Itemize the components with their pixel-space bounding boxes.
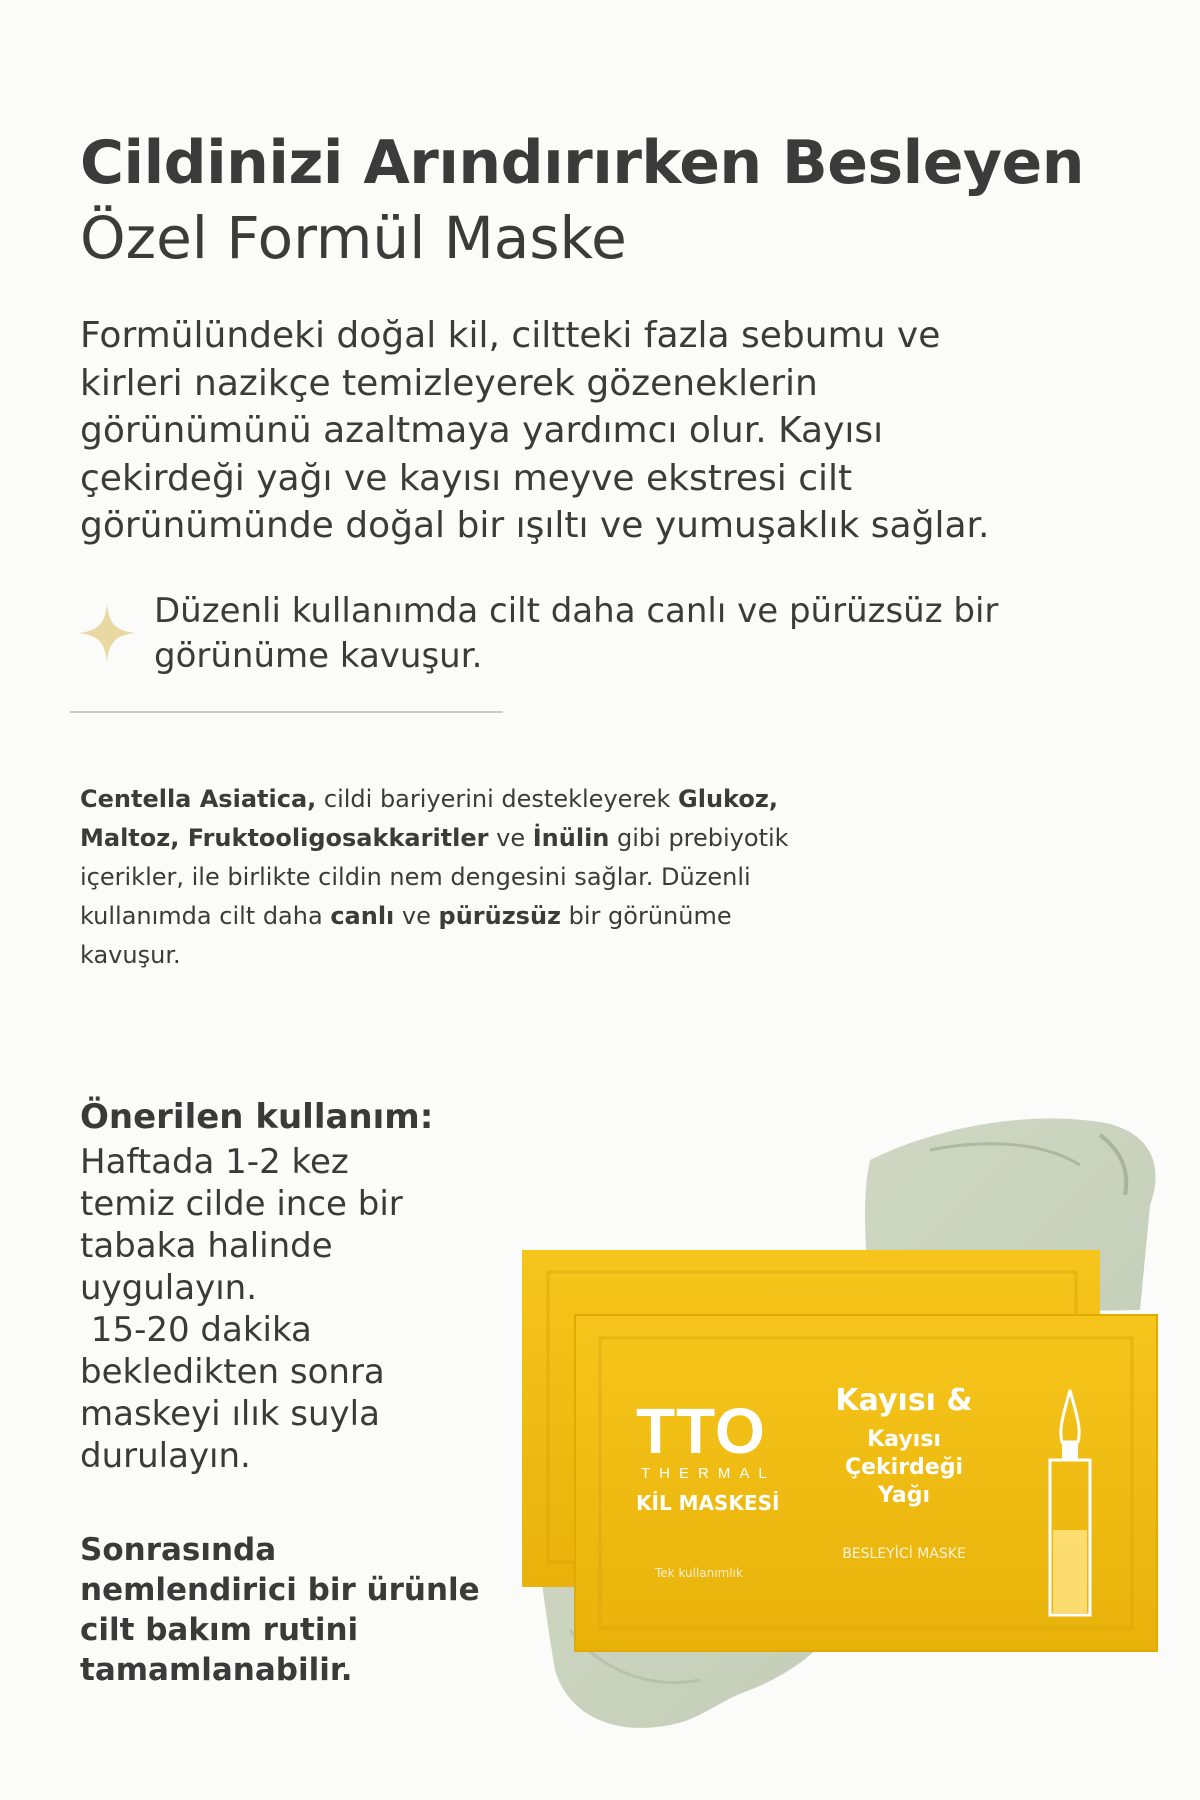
intro-line: kirleri nazikçe temizleyerek gözeneklerin [80, 362, 818, 404]
divider [70, 711, 503, 713]
product-image [500, 1110, 1200, 1770]
ingredients-line [80, 819, 960, 858]
aftercare-note [80, 1530, 540, 1690]
ingredients-text: kullanımda cilt daha [80, 902, 331, 930]
ingredient-name: Centella Asiatica, [80, 785, 317, 813]
ingredients-text: ve [488, 824, 533, 852]
highlight-text [154, 589, 1074, 679]
usage-line: maskeyi ılık suyla [80, 1394, 380, 1434]
usage-line: tabaka halinde [80, 1226, 333, 1266]
ingredients-line: kavuşur. [80, 941, 181, 969]
product-name-2: Kayısı [867, 1427, 941, 1452]
product-name-3: Çekirdeği [844, 1455, 964, 1480]
product-tagline: BESLEYİCİ MASKE [842, 1546, 966, 1562]
intro-paragraph [80, 312, 1140, 550]
page-subtitle: Özel Formül Maske [80, 204, 627, 272]
single-use: Tek kullanımlık [655, 1566, 743, 1580]
usage-line: bekledikten sonra [80, 1352, 385, 1392]
intro-line: görünümünde doğal bir ışıltı ve yumuşaklık sağlar. [80, 505, 990, 546]
usage-line: temiz cilde ince bir [80, 1184, 403, 1224]
usage-instructions [80, 1141, 520, 1477]
aftercare-line: tamamlanabilir. [80, 1652, 353, 1688]
product-name-1: Kayısı & [835, 1383, 973, 1418]
ingredients-line [80, 897, 960, 936]
ingredient-name: Glukoz, [678, 785, 778, 813]
product-name-4: Yağı [877, 1483, 931, 1508]
intro-line: görünümünü azaltmaya yardımcı olur. Kayısı [80, 410, 884, 451]
usage-line: uygulayın. [80, 1268, 258, 1308]
page-title: Cildinizi Arındırırken Besleyen [80, 128, 1084, 198]
ingredients-text: cildi bariyerini destekleyerek [316, 785, 679, 813]
ingredient-name: İnülin [532, 824, 610, 852]
emphasis-word: pürüzsüz [438, 902, 562, 930]
highlight-line: Düzenli kullanımda cilt daha canlı ve pürüzsüz bir [154, 591, 999, 631]
ingredients-text: bir görünüme [561, 902, 732, 930]
ingredients-line [80, 780, 960, 819]
usage-heading: Önerilen kullanım: [80, 1097, 434, 1137]
usage-line: durulayın. [80, 1436, 251, 1476]
mask-type: KİL MASKESİ [636, 1491, 780, 1515]
brand-sub: THERMAL [641, 1465, 776, 1482]
emphasis-word: canlı [330, 902, 395, 930]
ingredients-text: gibi prebiyotik [609, 824, 789, 852]
ingredient-name: Maltoz, Fruktooligosakkaritler [80, 824, 489, 852]
ingredients-paragraph [80, 780, 960, 975]
aftercare-line: nemlendirici bir ürünle [80, 1572, 480, 1608]
intro-line: Formülündeki doğal kil, ciltteki fazla sebumu ve [80, 315, 941, 356]
sparkle-icon [76, 602, 138, 664]
brand-logo: TTO [636, 1395, 766, 1467]
intro-line: çekirdeği yağı ve kayısı meyve ekstresi cilt [80, 457, 853, 499]
usage-line: 15-20 dakika [80, 1310, 312, 1350]
ingredients-line: içerikler, ile birlikte cildin nem dengesini sağlar. Düzenli [80, 863, 751, 891]
usage-line: Haftada 1-2 kez [80, 1142, 349, 1182]
aftercare-line: cilt bakım rutini [80, 1612, 359, 1648]
ingredients-text: ve [394, 902, 439, 930]
aftercare-line: Sonrasında [80, 1532, 277, 1568]
highlight-line: görünüme kavuşur. [154, 636, 483, 676]
